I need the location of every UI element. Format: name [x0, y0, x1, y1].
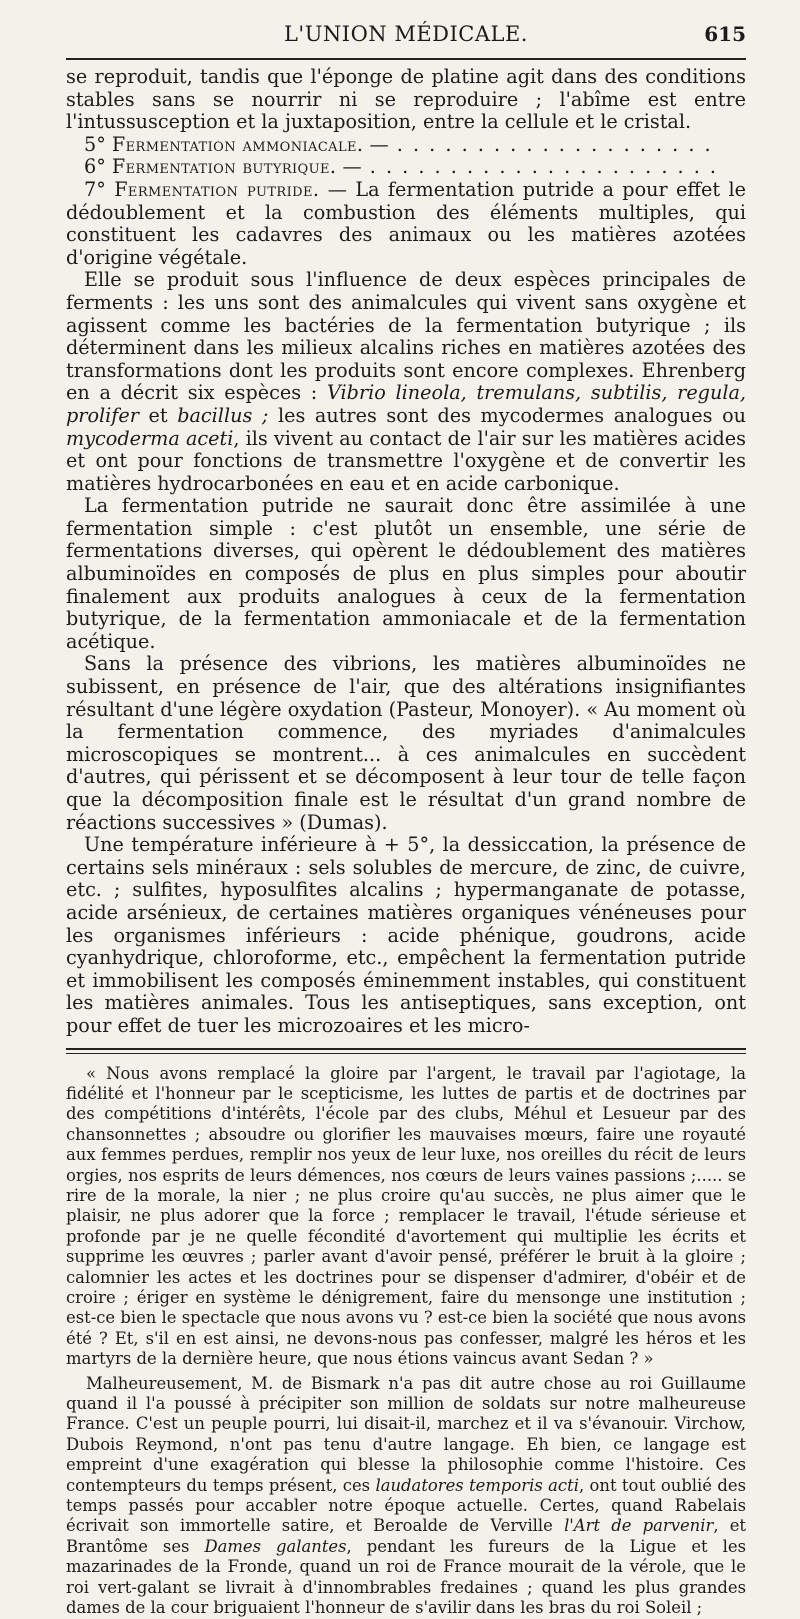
page-number: 615	[704, 22, 746, 46]
text-run: et	[138, 403, 178, 427]
running-title: L'UNION MÉDICALE.	[283, 22, 528, 46]
main-text	[66, 60, 746, 1038]
species-mycoderma: mycoderma aceti	[66, 426, 234, 450]
text-run: , pendant les fureurs de la Ligue et les mazarinades de la Fronde, quand un roi de France mourait de la vérole, que le roi vert-galant se livrait à d'innombrables fredaines ; quand les plus grandes dames de la cour briguaient l'honneur de s'avilir dans les bras du roi Soleil ;	[66, 1536, 746, 1618]
species-bacillus: bacillus ;	[177, 403, 269, 427]
text-run: Malheureusement, M. de Bismark n'a pas dit autre chose au roi Guillaume quand il l'a poussé à précipiter son million de soldats sur notre malheureuse France. C'est un peuple pourri, lui disait-il, marchez et il va s'évanouir. Virchow, Dubois Reymond, n'ont pas tenu d'autre langage. Eh bien, ce langage est empreint d'une exagération qui blesse la philosophie comme l'histoire. Ces contempteurs du temps présent, ces	[66, 1373, 746, 1495]
section-dash: —	[336, 155, 362, 179]
text-run: Elle se produit sous l'influence de deux espèces principales de ferments : les uns sont des animalcules qui vivent sans oxygène et agissent comme les bactéries de la fermentation butyrique ; ils déterminent dans les milieux alcalins riches en matières azotées des transformations dont les produits sont encore complexes. Ehrenberg en a décrit six espèces :	[66, 268, 746, 405]
paragraph-temperature: Une température inférieure à + 5°, la dessiccation, la présence de certains sels minéraux : sels solubles de mercure, de zinc, de cuivre, etc. ; sulfites, hyposulfites alcalins ; hypermanganate de potasse, acide arsénieux, de certaines matières organiques vénéneuses pour les organismes inférieurs : acide phénique, goudrons, acide cyanhydrique, chloroforme, etc., empêchent la fermentation putride et immobilisent les composés éminemment instables, qui constituent les matières animales. Tous les antiseptiques, sans exception, ont pour effet de tuer les microzoaires et les micro-	[66, 833, 746, 1037]
section-title: Fermentation putride.	[114, 177, 320, 201]
section-title: Fermentation butyrique.	[111, 155, 337, 179]
text-run: , ont tout oublié des temps passés pour accabler notre époque actuelle. Certes, quand Rabelais écrivait son immortelle satire, et Beroalde de Verville	[66, 1475, 746, 1536]
paragraph-continued: se reproduit, tandis que l'éponge de platine agit dans des conditions stables sans se nourrir ni se reproduire ; l'abîme est entre l'intussusception et la juxtaposition, entre la cellule et le cristal.	[66, 65, 746, 134]
text-run: les autres sont des mycodermes analogues ou	[268, 403, 746, 427]
leader-dots: . . . . . . . . . . . . . . . . . . . .	[388, 132, 713, 156]
section-number: 6°	[84, 155, 106, 179]
section-fermentation-ammoniacale	[66, 134, 746, 157]
section-number: 7°	[84, 177, 106, 201]
latin-phrase: laudatores temporis acti	[375, 1475, 579, 1495]
section-fermentation-butyrique	[66, 156, 746, 179]
paragraph-fermentation-simple: La fermentation putride ne saurait donc être assimilée à une fermentation simple : c'est plutôt un ensemble, une série de fermentations diverses, qui opèrent le dédoublement des matières albuminoïdes en composés de plus en plus simples pour aboutir finalement aux produits analogues à ceux de la fermentation butyrique, de la fermentation ammoniacale et de la fermentation acétique.	[66, 494, 746, 653]
paragraph-vibrions: Sans la présence des vibrions, les matières albuminoïdes ne subissent, en présence de l'air, que des altérations insignifiantes résultant d'une légère oxydation (Pasteur, Monoyer). « Au moment où la fermentation commence, des myriades d'animalcules microscopiques se montrent... à ces animalcules en succèdent d'autres, qui périssent et se décomposent à leur tour de telle façon que la décomposition finale est le résultat d'un grand nombre de réactions successives » (Dumas).	[66, 652, 746, 834]
species-names: Vibrio lineola, tremulans, subtilis, regula, prolifer	[66, 381, 746, 427]
text-run: , ils vivent au contact de l'air sur les matières acides et ont pour fonctions de transmettre l'oxygène et de convertir les matières hydrocarbonées en eau et en acide carbonique.	[66, 426, 746, 495]
book-title-dames-galantes: Dames galantes	[204, 1536, 347, 1556]
leader-dots: . . . . . . . . . . . . . . . . . . . . . .	[361, 155, 719, 179]
page-header	[66, 0, 746, 58]
section-text: — La fermentation putride a pour effet le dédoublement et la combustion des éléments multiples, qui constituent les cadavres des animaux ou les matières azotées d'origine végétale.	[66, 177, 746, 269]
section-title: Fermentation ammoniacale.	[111, 132, 364, 156]
feuilleton-paragraph	[66, 1374, 746, 1619]
section-dash: —	[363, 132, 389, 156]
paragraph-ferments	[66, 269, 746, 495]
text-run: , et Brantôme ses	[66, 1516, 747, 1556]
quote-paragraph: « Nous avons remplacé la gloire par l'argent, le travail par l'agiotage, la fidélité et l'honneur par le scepticisme, les luttes de partis et de doctrines par des compétitions d'intérêts, l'école par des clubs, Méhul et Lesueur par des chansonnettes ; absoudre ou glorifier les mauvaises mœurs, faire une royauté aux femmes perdues, remplir nos yeux de leur luxe, nos oreilles du récit de leurs orgies, nos esprits de leurs démences, nos cœurs de leurs vaines passions ;..... se rire de la morale, la nier ; ne plus croire qu'au succès, ne plus aimer que le plaisir, ne plus adorer que la force ; remplacer le travail, l'étude sérieuse et profonde par je ne quelle fécondité d'avortement qui multiplie les écrits et supprime les œuvres ; parler avant d'avoir pensé, préférer le bruit à la gloire ; calomnier les actes et les doctrines pour se dispenser d'admirer, d'obéir et de croire ; ériger en système le dénigrement, faire du mensonge une institution ; est-ce bien le spectacle que nous avons vu ? est-ce bien la société que nous avons été ? Et, s'il en est ainsi, ne devons-nous pas confesser, malgré les héros et les martyrs de la dernière heure, que nous étions vaincus avant Sedan ? »	[66, 1063, 746, 1369]
footnote-feuilleton	[66, 1054, 746, 1619]
book-title-art-de-parvenir: l'Art de parvenir	[564, 1516, 714, 1536]
section-fermentation-putride	[66, 179, 746, 269]
section-number: 5°	[84, 132, 106, 156]
